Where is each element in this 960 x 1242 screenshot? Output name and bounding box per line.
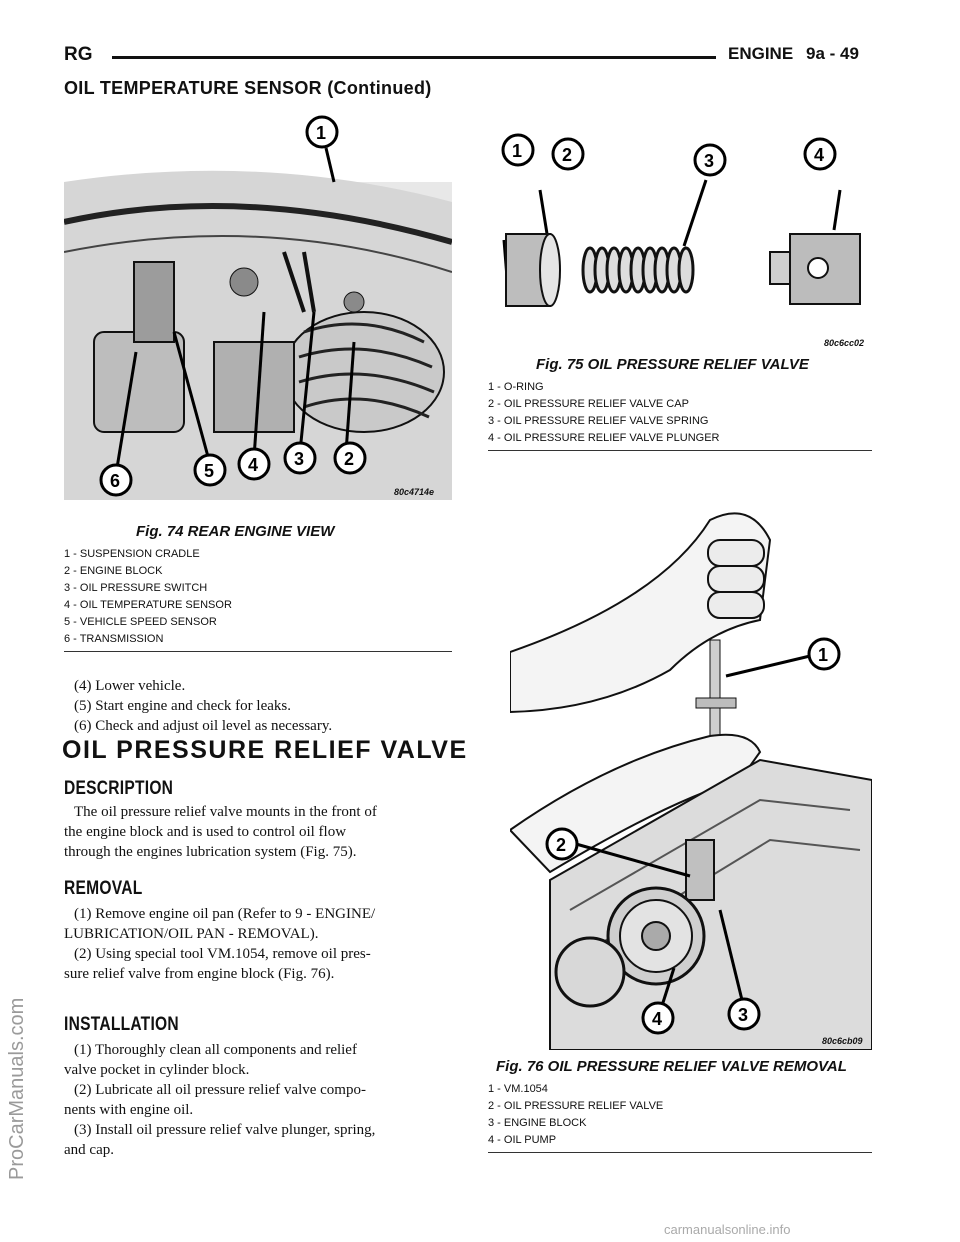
fig76-legend-item: 1 - VM.1054: [488, 1083, 548, 1095]
removal-line: LUBRICATION/OIL PAN - REMOVAL).: [64, 926, 319, 942]
header-manual-code: RG: [64, 44, 93, 65]
fig75-callout-4: 4: [814, 145, 825, 165]
footer-url: carmanualsonline.info: [664, 1222, 791, 1237]
fig74-callout-1: 1: [316, 123, 327, 143]
header-section: ENGINE: [728, 44, 794, 63]
removal-line: (1) Remove engine oil pan (Refer to 9 - ENGINE/: [74, 906, 376, 922]
step-check-oil-level: (6) Check and adjust oil level as necessary.: [74, 718, 333, 734]
fig75-legend-item: 1 - O-RING: [488, 381, 544, 393]
fig76-callout-2: 2: [556, 835, 567, 855]
description-text: [64, 802, 454, 862]
fig74-legend-item: 3 - OIL PRESSURE SWITCH: [64, 582, 208, 594]
installation-line: (2) Lubricate all oil pressure relief valve compo-: [74, 1082, 366, 1098]
fig75-legend-item: 2 - OIL PRESSURE RELIEF VALVE CAP: [488, 398, 689, 410]
fig75-legend-item: 3 - OIL PRESSURE RELIEF VALVE SPRING: [488, 415, 709, 427]
fig74-legend-item: 5 - VEHICLE SPEED SENSOR: [64, 616, 217, 628]
fig76-callout-3: 3: [738, 1005, 749, 1025]
installation-heading: INSTALLATION: [64, 1014, 179, 1035]
continued-title: OIL TEMPERATURE SENSOR (Continued): [64, 78, 432, 98]
removal-line: (2) Using special tool VM.1054, remove oil pres-: [74, 946, 371, 962]
step-lower-vehicle: (4) Lower vehicle.: [74, 678, 186, 694]
installation-line: and cap.: [64, 1142, 114, 1158]
fig76-caption: Fig. 76 OIL PRESSURE RELIEF VALVE REMOVAL: [496, 1058, 847, 1075]
fig76-callout-1: 1: [818, 645, 829, 665]
step-start-engine: (5) Start engine and check for leaks.: [74, 698, 291, 714]
fig75-rule: [488, 450, 872, 451]
description-line: through the engines lubrication system (Fig. 75).: [64, 844, 357, 860]
side-watermark: ProCarManuals.com: [6, 997, 28, 1180]
fig75-legend-item: 4 - OIL PRESSURE RELIEF VALVE PLUNGER: [488, 432, 720, 444]
installation-line: valve pocket in cylinder block.: [64, 1062, 250, 1078]
fig74-rule: [64, 651, 452, 652]
fig74-id-code: 80c4714e: [394, 487, 435, 497]
fig75-id-code: 80c6cc02: [824, 338, 865, 348]
fig74-legend-item: 4 - OIL TEMPERATURE SENSOR: [64, 599, 232, 611]
fig74-illustration: [64, 112, 452, 500]
header-page-number: 9a - 49: [806, 44, 859, 63]
fig76-callout-4: 4: [652, 1009, 663, 1029]
fig74-callout-3: 3: [294, 449, 305, 469]
fig74-callout-5: 5: [204, 461, 215, 481]
fig75-legend: [488, 379, 719, 447]
fig74-callout-6: 6: [110, 471, 121, 491]
fig76-legend-item: 4 - OIL PUMP: [488, 1134, 557, 1146]
removal-line: sure relief valve from engine block (Fig. 76).: [64, 966, 335, 982]
fig76-rule: [488, 1152, 872, 1153]
fig74-legend-item: 6 - TRANSMISSION: [64, 633, 164, 645]
fig76-legend-item: 2 - OIL PRESSURE RELIEF VALVE: [488, 1100, 664, 1112]
header-rule: [112, 56, 716, 59]
removal-text: [64, 904, 454, 984]
fig74-legend: [64, 546, 232, 648]
fig75-callout-1: 1: [512, 141, 523, 161]
fig75-callout-3: 3: [704, 151, 715, 171]
fig75-illustration: [488, 130, 872, 350]
removal-heading: REMOVAL: [64, 878, 143, 899]
installation-line: (3) Install oil pressure relief valve plunger, spring,: [74, 1122, 376, 1138]
fig74-caption: Fig. 74 REAR ENGINE VIEW: [136, 523, 335, 540]
fig74-legend-item: 2 - ENGINE BLOCK: [64, 565, 163, 577]
fig76-illustration: [510, 480, 872, 1050]
installation-line: nents with engine oil.: [64, 1102, 194, 1118]
fig76-drawing: [510, 480, 872, 1050]
description-line: The oil pressure relief valve mounts in the front of: [74, 804, 377, 820]
fig76-id-code: 80c6cb09: [822, 1036, 863, 1046]
fig75-drawing: [488, 130, 872, 350]
description-heading: DESCRIPTION: [64, 778, 174, 799]
installation-text: [64, 1040, 454, 1160]
fig74-drawing: [64, 112, 452, 500]
fig74-callout-4: 4: [248, 455, 259, 475]
fig75-callout-2: 2: [562, 145, 573, 165]
fig76-legend-item: 3 - ENGINE BLOCK: [488, 1117, 587, 1129]
section-title: OIL PRESSURE RELIEF VALVE: [62, 736, 468, 764]
fig74-callout-2: 2: [344, 449, 355, 469]
installation-line: (1) Thoroughly clean all components and relief: [74, 1042, 357, 1058]
fig74-legend-item: 1 - SUSPENSION CRADLE: [64, 548, 200, 560]
description-line: the engine block and is used to control oil flow: [64, 824, 347, 840]
fig76-legend: [488, 1081, 663, 1149]
fig75-caption: Fig. 75 OIL PRESSURE RELIEF VALVE: [536, 356, 809, 373]
